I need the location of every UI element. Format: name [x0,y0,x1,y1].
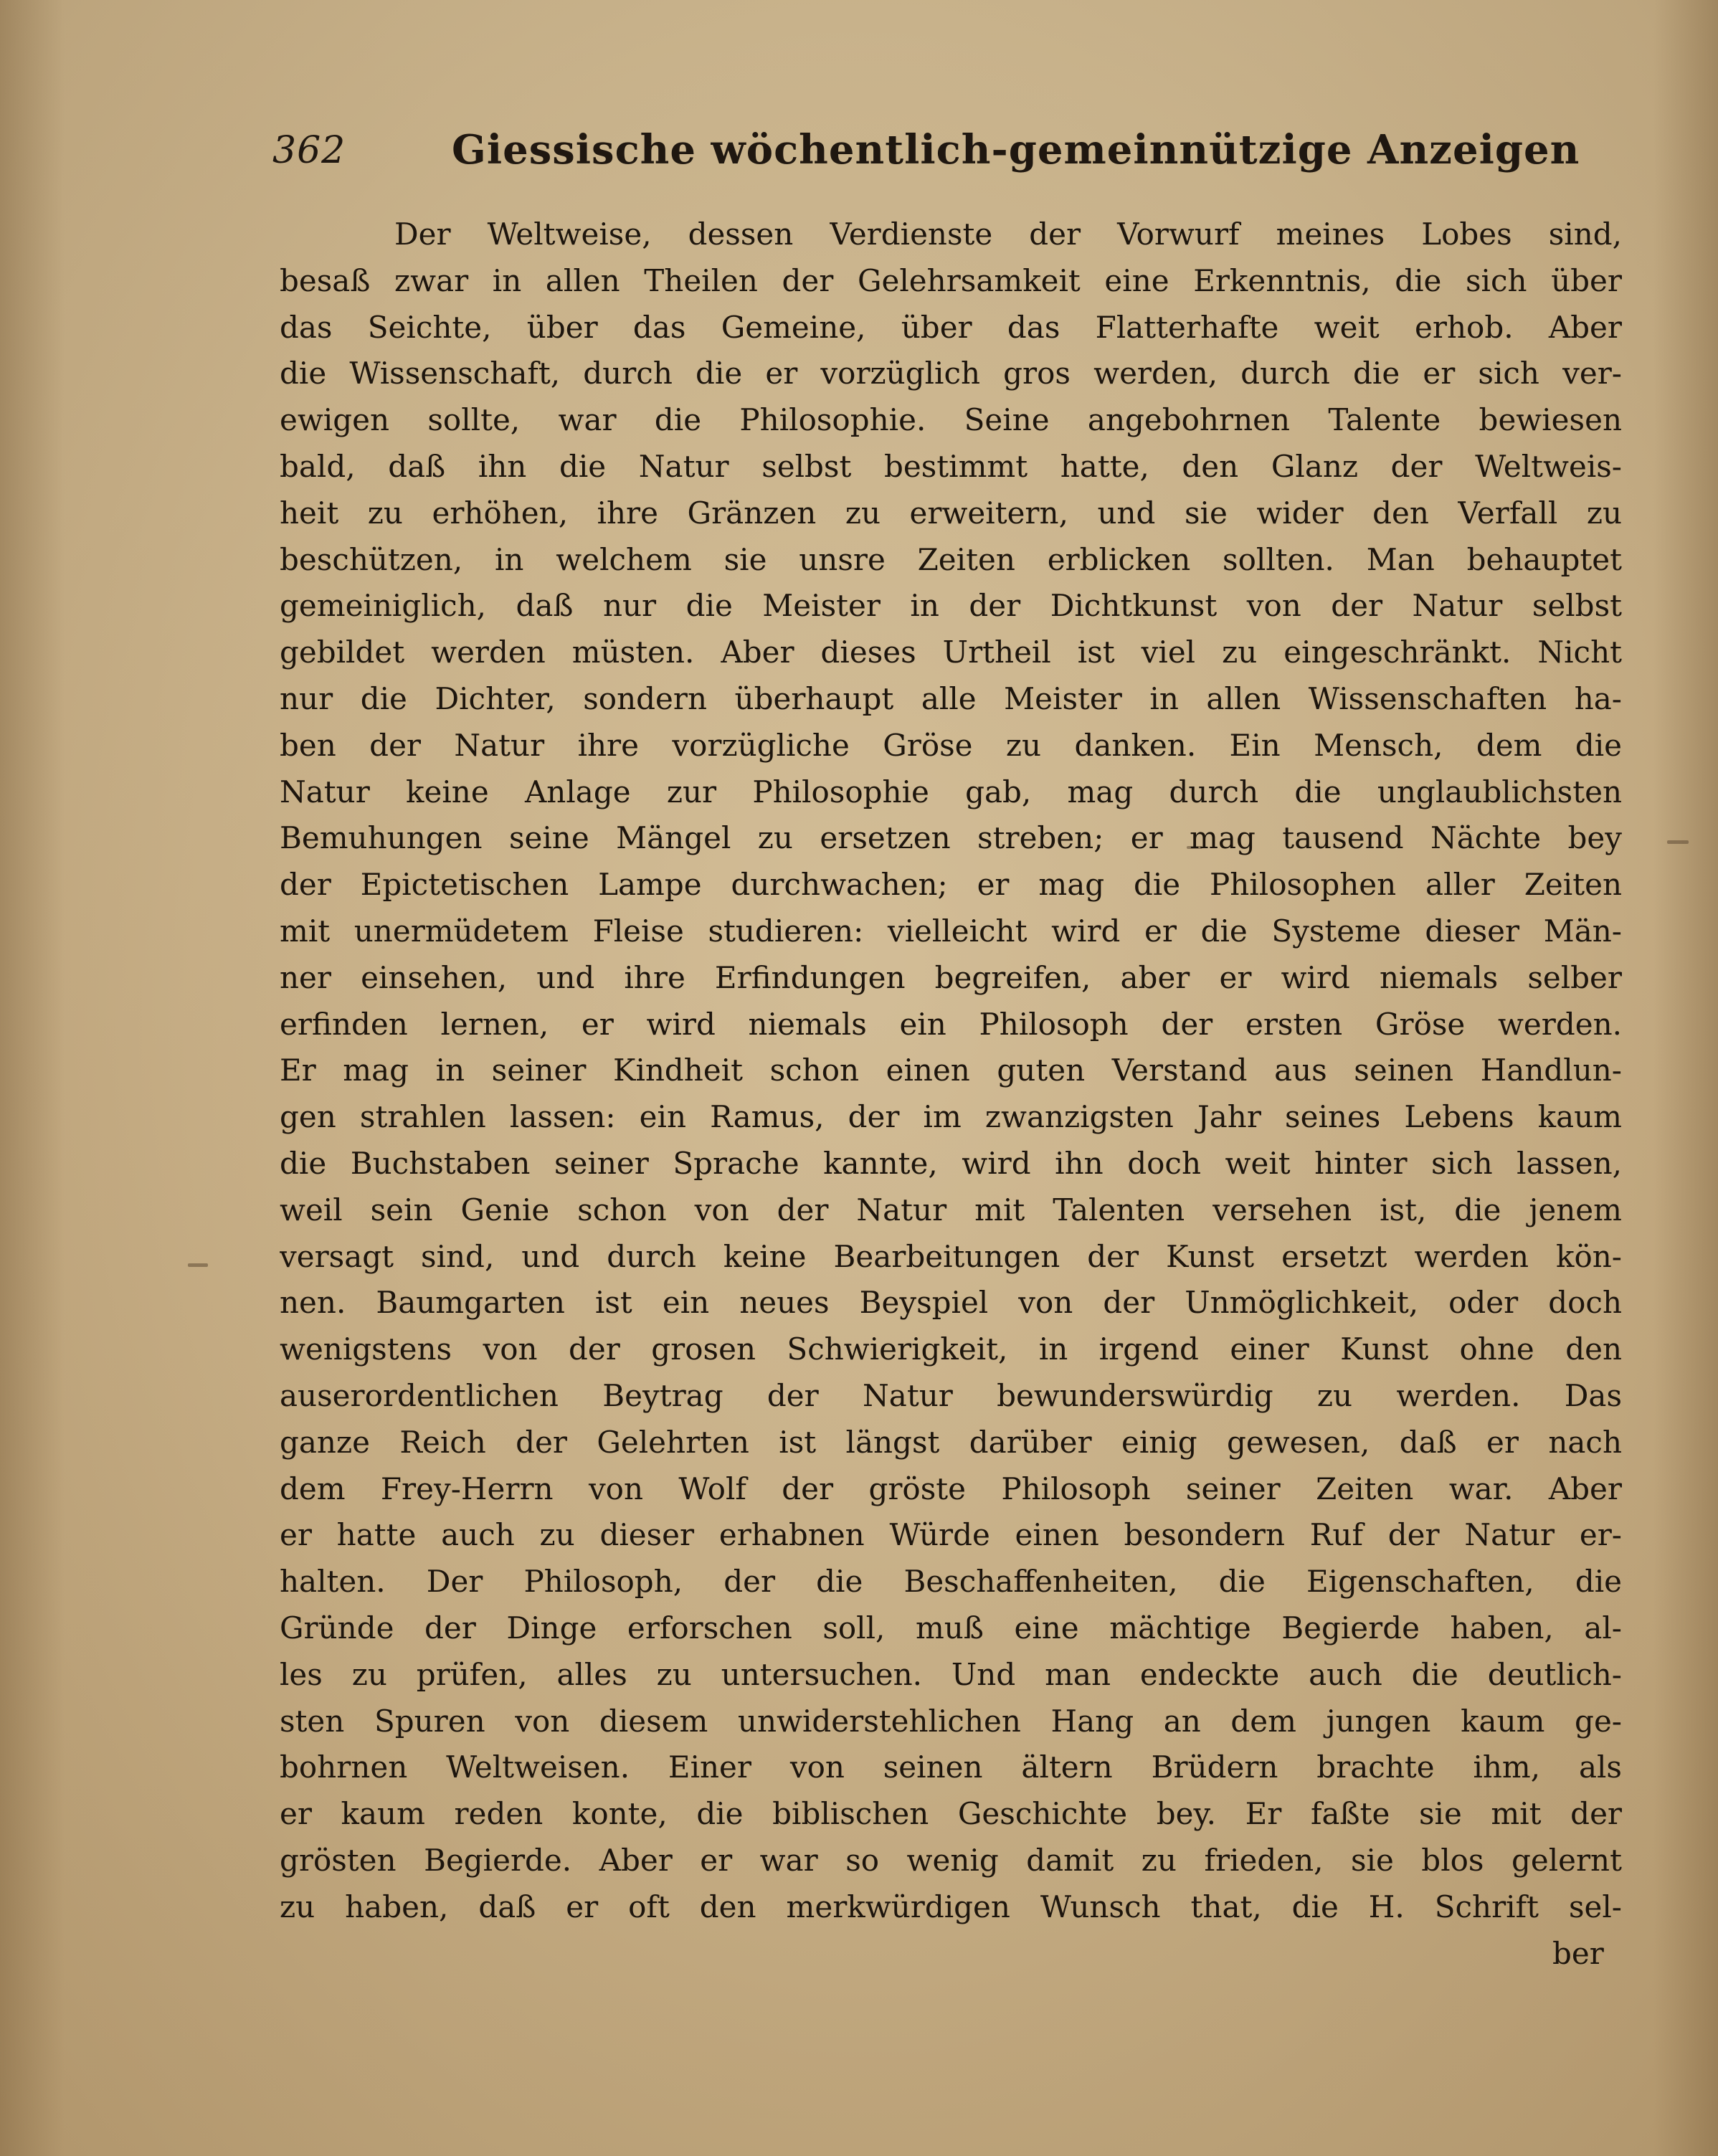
text-line: gemeiniglich, daß nur die Meister in der Dichtkunst von der Natur selbst [280,588,1622,624]
page-header [272,113,1580,178]
page-edge-shadow-left [0,0,65,2156]
text-line: dem Frey-Herrn von Wolf der gröste Philosoph seiner Zeiten war. Aber [280,1471,1622,1506]
text-line: er hatte auch zu dieser erhabnen Würde einen besondern Ruf der Natur er- [280,1517,1622,1553]
text-line: er kaum reden konte, die biblischen Geschichte bey. Er faßte sie mit der [280,1796,1622,1832]
text-line: wenigstens von der grosen Schwierigkeit, in irgend einer Kunst ohne den [280,1331,1622,1367]
text-line: das Seichte, über das Gemeine, über das Flatterhafte weit erhob. Aber [280,309,1622,345]
page-edge-shadow-right [1653,0,1718,2156]
text-line: bohrnen Weltweisen. Einer von seinen ältern Brüdern brachte ihm, als [280,1749,1622,1785]
text-line: nur die Dichter, sondern überhaupt alle Meister in allen Wissenschaften ha- [280,680,1622,716]
text-line: nen. Baumgarten ist ein neues Beyspiel von der Unmöglichkeit, oder doch [280,1285,1622,1321]
text-line: les zu prüfen, alles zu untersuchen. Und man endeckte auch die deutlich- [280,1656,1622,1692]
ink-speck [188,1263,208,1267]
text-line: erfinden lernen, er wird niemals ein Philosoph der ersten Gröse werden. [280,1006,1622,1042]
text-line: ben der Natur ihre vorzügliche Gröse zu danken. Ein Mensch, dem die [280,727,1622,763]
text-line: grösten Begierde. Aber er war so wenig damit zu frieden, sie blos gelernt [280,1842,1622,1878]
text-line: Der Weltweise, dessen Verdienste der Vorwurf meines Lobes sind, [394,217,1622,252]
ink-speck [1667,840,1689,844]
running-title: Giessische wöchentlich-gemeinnützige Anzeigen [452,126,1580,174]
text-line: Bemuhungen seine Mängel zu ersetzen streben; er mag tausend Nächte bey [280,820,1622,856]
text-line: die Buchstaben seiner Sprache kannte, wird ihn doch weit hinter sich lassen, [280,1145,1622,1181]
text-line: gen strahlen lassen: ein Ramus, der im zwanzigsten Jahr seines Lebens kaum [280,1099,1622,1135]
page-number: 362 [272,129,346,172]
text-line: beschützen, in welchem sie unsre Zeiten erblicken sollten. Man behauptet [280,541,1622,577]
text-line: Gründe der Dinge erforschen soll, muß eine mächtige Begierde haben, al- [280,1610,1622,1646]
catchword: ber [1552,1936,1604,1971]
text-line: heit zu erhöhen, ihre Gränzen zu erweitern, und sie wider den Verfall zu [280,495,1622,531]
text-line: der Epictetischen Lampe durchwachen; er mag die Philosophen aller Zeiten [280,867,1622,903]
text-line: mit unermüdetem Fleise studieren: vielleicht wird er die Systeme dieser Män- [280,913,1622,949]
text-line: versagt sind, und durch keine Bearbeitungen der Kunst ersetzt werden kön- [280,1238,1622,1274]
text-line: Er mag in seiner Kindheit schon einen guten Verstand aus seinen Handlun- [280,1053,1622,1088]
text-line: ner einsehen, und ihre Erfindungen begreifen, aber er wird niemals selber [280,959,1622,995]
text-line: zu haben, daß er oft den merkwürdigen Wunsch that, die H. Schrift sel- [280,1889,1622,1924]
text-line: ganze Reich der Gelehrten ist längst darüber einig gewesen, daß er nach [280,1424,1622,1460]
text-line: auserordentlichen Beytrag der Natur bewunderswürdig zu werden. Das [280,1377,1622,1413]
text-line: halten. Der Philosoph, der die Beschaffenheiten, die Eigenschaften, die [280,1564,1622,1600]
text-line: Natur keine Anlage zur Philosophie gab, mag durch die unglaublichsten [280,774,1622,809]
text-line: sten Spuren von diesem unwiderstehlichen Hang an dem jungen kaum ge- [280,1703,1622,1739]
body-text [280,212,1622,1930]
text-line: bald, daß ihn die Natur selbst bestimmt hatte, den Glanz der Weltweis- [280,448,1622,484]
text-line: die Wissenschaft, durch die er vorzüglich gros werden, durch die er sich ver- [280,356,1622,391]
text-line: ewigen sollte, war die Philosophie. Seine angebohrnen Talente bewiesen [280,402,1622,438]
text-line: weil sein Genie schon von der Natur mit Talenten versehen ist, die jenem [280,1192,1622,1227]
text-line: besaß zwar in allen Theilen der Gelehrsamkeit eine Erkenntnis, die sich über [280,262,1622,298]
text-line: gebildet werden müsten. Aber dieses Urtheil ist viel zu eingeschränkt. Nicht [280,635,1622,670]
